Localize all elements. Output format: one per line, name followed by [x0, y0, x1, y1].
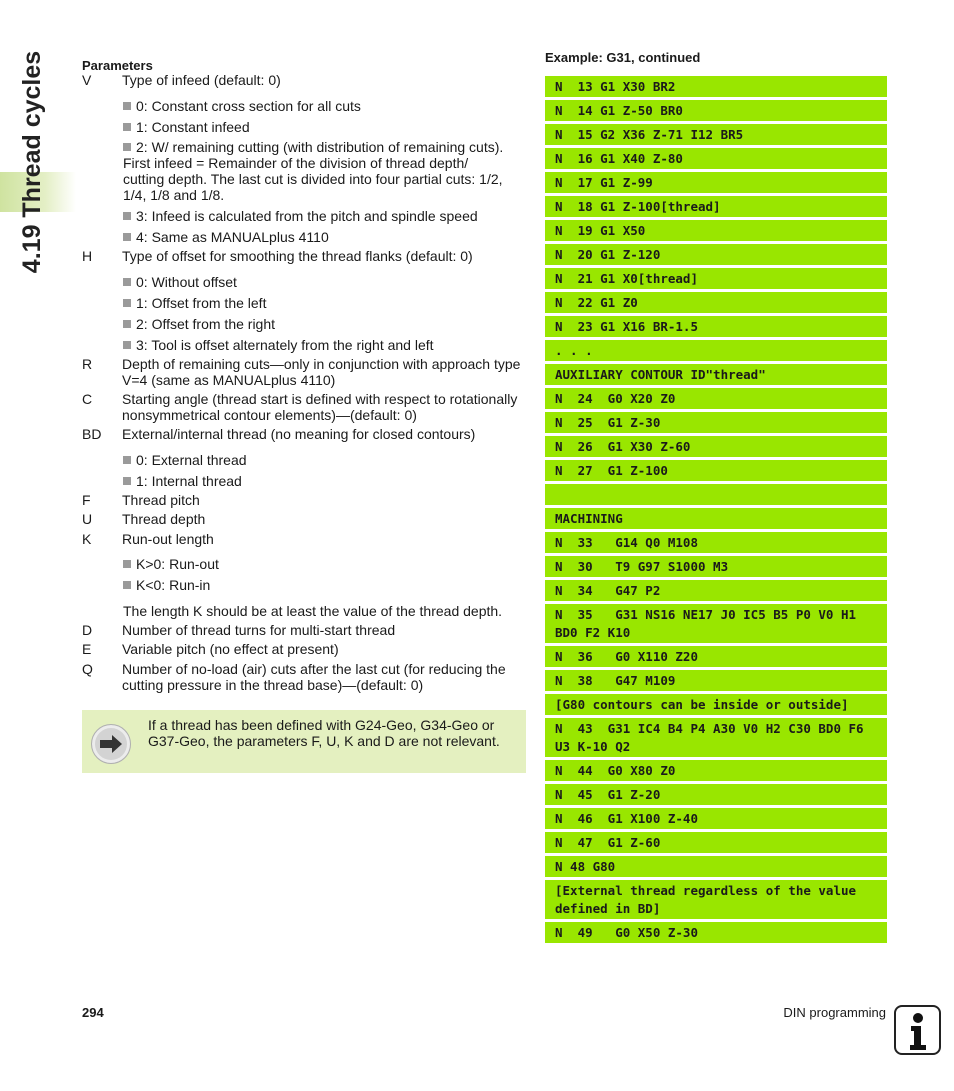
param-key: D	[82, 622, 93, 638]
code-row: N 33 G14 Q0 M108	[545, 532, 887, 553]
v-option: 1: Constant infeed	[123, 119, 250, 135]
param-desc: Number of thread turns for multi-start thread	[122, 622, 396, 638]
bullet-icon	[123, 341, 131, 349]
bullet-icon	[123, 233, 131, 241]
code-row: N 38 G47 M109	[545, 670, 887, 691]
bullet-icon	[123, 456, 131, 464]
code-row: N 18 G1 Z-100[thread]	[545, 196, 887, 217]
bullet-icon	[123, 320, 131, 328]
v-option: 3: Infeed is calculated from the pitch and spindle speed	[123, 208, 478, 224]
code-row: N 26 G1 X30 Z-60	[545, 436, 887, 457]
param-desc: Depth of remaining cuts—only in conjunction with approach type V=4 (same as MANUALplus 4110)	[122, 356, 521, 388]
bullet-icon	[123, 299, 131, 307]
code-row: N 23 G1 X16 BR-1.5	[545, 316, 887, 337]
param-desc: Starting angle (thread start is defined with respect to rotationally nonsymmetrical contour elements)—(default: 0)	[122, 391, 518, 423]
h-option: 2: Offset from the right	[123, 316, 275, 332]
param-key: C	[82, 391, 93, 407]
code-row: N 13 G1 X30 BR2	[545, 76, 887, 97]
footer-label: DIN programming	[783, 1005, 886, 1020]
code-row: N 20 G1 Z-120	[545, 244, 887, 265]
bullet-icon	[123, 123, 131, 131]
code-list	[545, 76, 887, 946]
code-row: N 46 G1 X100 Z-40	[545, 808, 887, 829]
bullet-icon	[123, 581, 131, 589]
page-number: 294	[82, 1005, 104, 1020]
param-desc: Variable pitch (no effect at present)	[122, 641, 339, 657]
param-key: F	[82, 492, 91, 508]
bullet-icon	[123, 278, 131, 286]
tip-box	[82, 710, 526, 773]
h-option: 0: Without offset	[123, 274, 237, 290]
code-row: [G80 contours can be inside or outside]	[545, 694, 887, 715]
code-row: N 30 T9 G97 S1000 M3	[545, 556, 887, 577]
code-row: N 15 G2 X36 Z-71 I12 BR5	[545, 124, 887, 145]
bd-option: 0: External thread	[123, 452, 247, 468]
code-row: N 35 G31 NS16 NE17 J0 IC5 B5 P0 V0 H1 BD0 F2 K10	[545, 604, 887, 643]
code-row	[545, 484, 887, 505]
k-note: The length K should be at least the value of the thread depth.	[123, 603, 503, 619]
h-option: 3: Tool is offset alternately from the right and left	[123, 337, 434, 353]
code-row: N 45 G1 Z-20	[545, 784, 887, 805]
param-key: H	[82, 248, 93, 264]
v-option: 2: W/ remaining cutting (with distribution of remaining cuts). First infeed = Remainder of the division of thread depth/ cutting depth. The last cut is divided into four partial cuts: 1/2, 1/4, 1/8 and 1/8.	[123, 139, 504, 203]
code-row: N 49 G0 X50 Z-30	[545, 922, 887, 943]
code-row: N 14 G1 Z-50 BR0	[545, 100, 887, 121]
code-row: N 27 G1 Z-100	[545, 460, 887, 481]
code-row: N 36 G0 X110 Z20	[545, 646, 887, 667]
param-desc: Run-out length	[122, 531, 214, 547]
parameters-heading: Parameters	[82, 58, 153, 73]
param-desc: Type of infeed (default: 0)	[122, 72, 281, 88]
code-row: MACHINING	[545, 508, 887, 529]
k-option: K<0: Run-in	[123, 577, 210, 593]
code-row: . . .	[545, 340, 887, 361]
param-desc: Thread pitch	[122, 492, 200, 508]
code-row: N 48 G80	[545, 856, 887, 877]
v-option: 4: Same as MANUALplus 4110	[123, 229, 329, 245]
tip-text: If a thread has been defined with G24-Geo, G34-Geo or G37-Geo, the parameters F, U, K and D are not relevant.	[148, 717, 500, 749]
info-icon	[894, 1005, 941, 1055]
param-key: K	[82, 531, 92, 547]
code-row: N 34 G47 P2	[545, 580, 887, 601]
param-desc: Thread depth	[122, 511, 206, 527]
param-key: U	[82, 511, 93, 527]
bullet-icon	[123, 102, 131, 110]
arrow-right-icon	[91, 724, 131, 764]
bullet-icon	[123, 560, 131, 568]
code-row: N 21 G1 X0[thread]	[545, 268, 887, 289]
code-row: N 16 G1 X40 Z-80	[545, 148, 887, 169]
code-row: N 19 G1 X50	[545, 220, 887, 241]
code-row: AUXILIARY CONTOUR ID"thread"	[545, 364, 887, 385]
code-row: N 43 G31 IC4 B4 P4 A30 V0 H2 C30 BD0 F6 U3 K-10 Q2	[545, 718, 887, 757]
chapter-title: 4.19 Thread cycles	[18, 50, 46, 274]
param-key: E	[82, 641, 92, 657]
code-row: N 17 G1 Z-99	[545, 172, 887, 193]
param-key: Q	[82, 661, 93, 677]
param-desc: Number of no-load (air) cuts after the last cut (for reducing the cutting pressure in the thread base)—(default: 0)	[122, 661, 506, 693]
code-row: N 24 G0 X20 Z0	[545, 388, 887, 409]
example-heading: Example: G31, continued	[545, 50, 701, 65]
bd-option: 1: Internal thread	[123, 473, 242, 489]
code-row: [External thread regardless of the value defined in BD]	[545, 880, 887, 919]
bullet-icon	[123, 143, 131, 151]
param-desc: External/internal thread (no meaning for closed contours)	[122, 426, 476, 442]
bullet-icon	[123, 477, 131, 485]
param-key: BD	[82, 426, 102, 442]
code-row: N 25 G1 Z-30	[545, 412, 887, 433]
k-option: K>0: Run-out	[123, 556, 219, 572]
v-option: 0: Constant cross section for all cuts	[123, 98, 361, 114]
code-row: N 47 G1 Z-60	[545, 832, 887, 853]
h-option: 1: Offset from the left	[123, 295, 266, 311]
param-desc: Type of offset for smoothing the thread flanks (default: 0)	[122, 248, 473, 264]
code-row: N 44 G0 X80 Z0	[545, 760, 887, 781]
param-key: R	[82, 356, 93, 372]
code-row: N 22 G1 Z0	[545, 292, 887, 313]
bullet-icon	[123, 212, 131, 220]
param-key: V	[82, 72, 92, 88]
